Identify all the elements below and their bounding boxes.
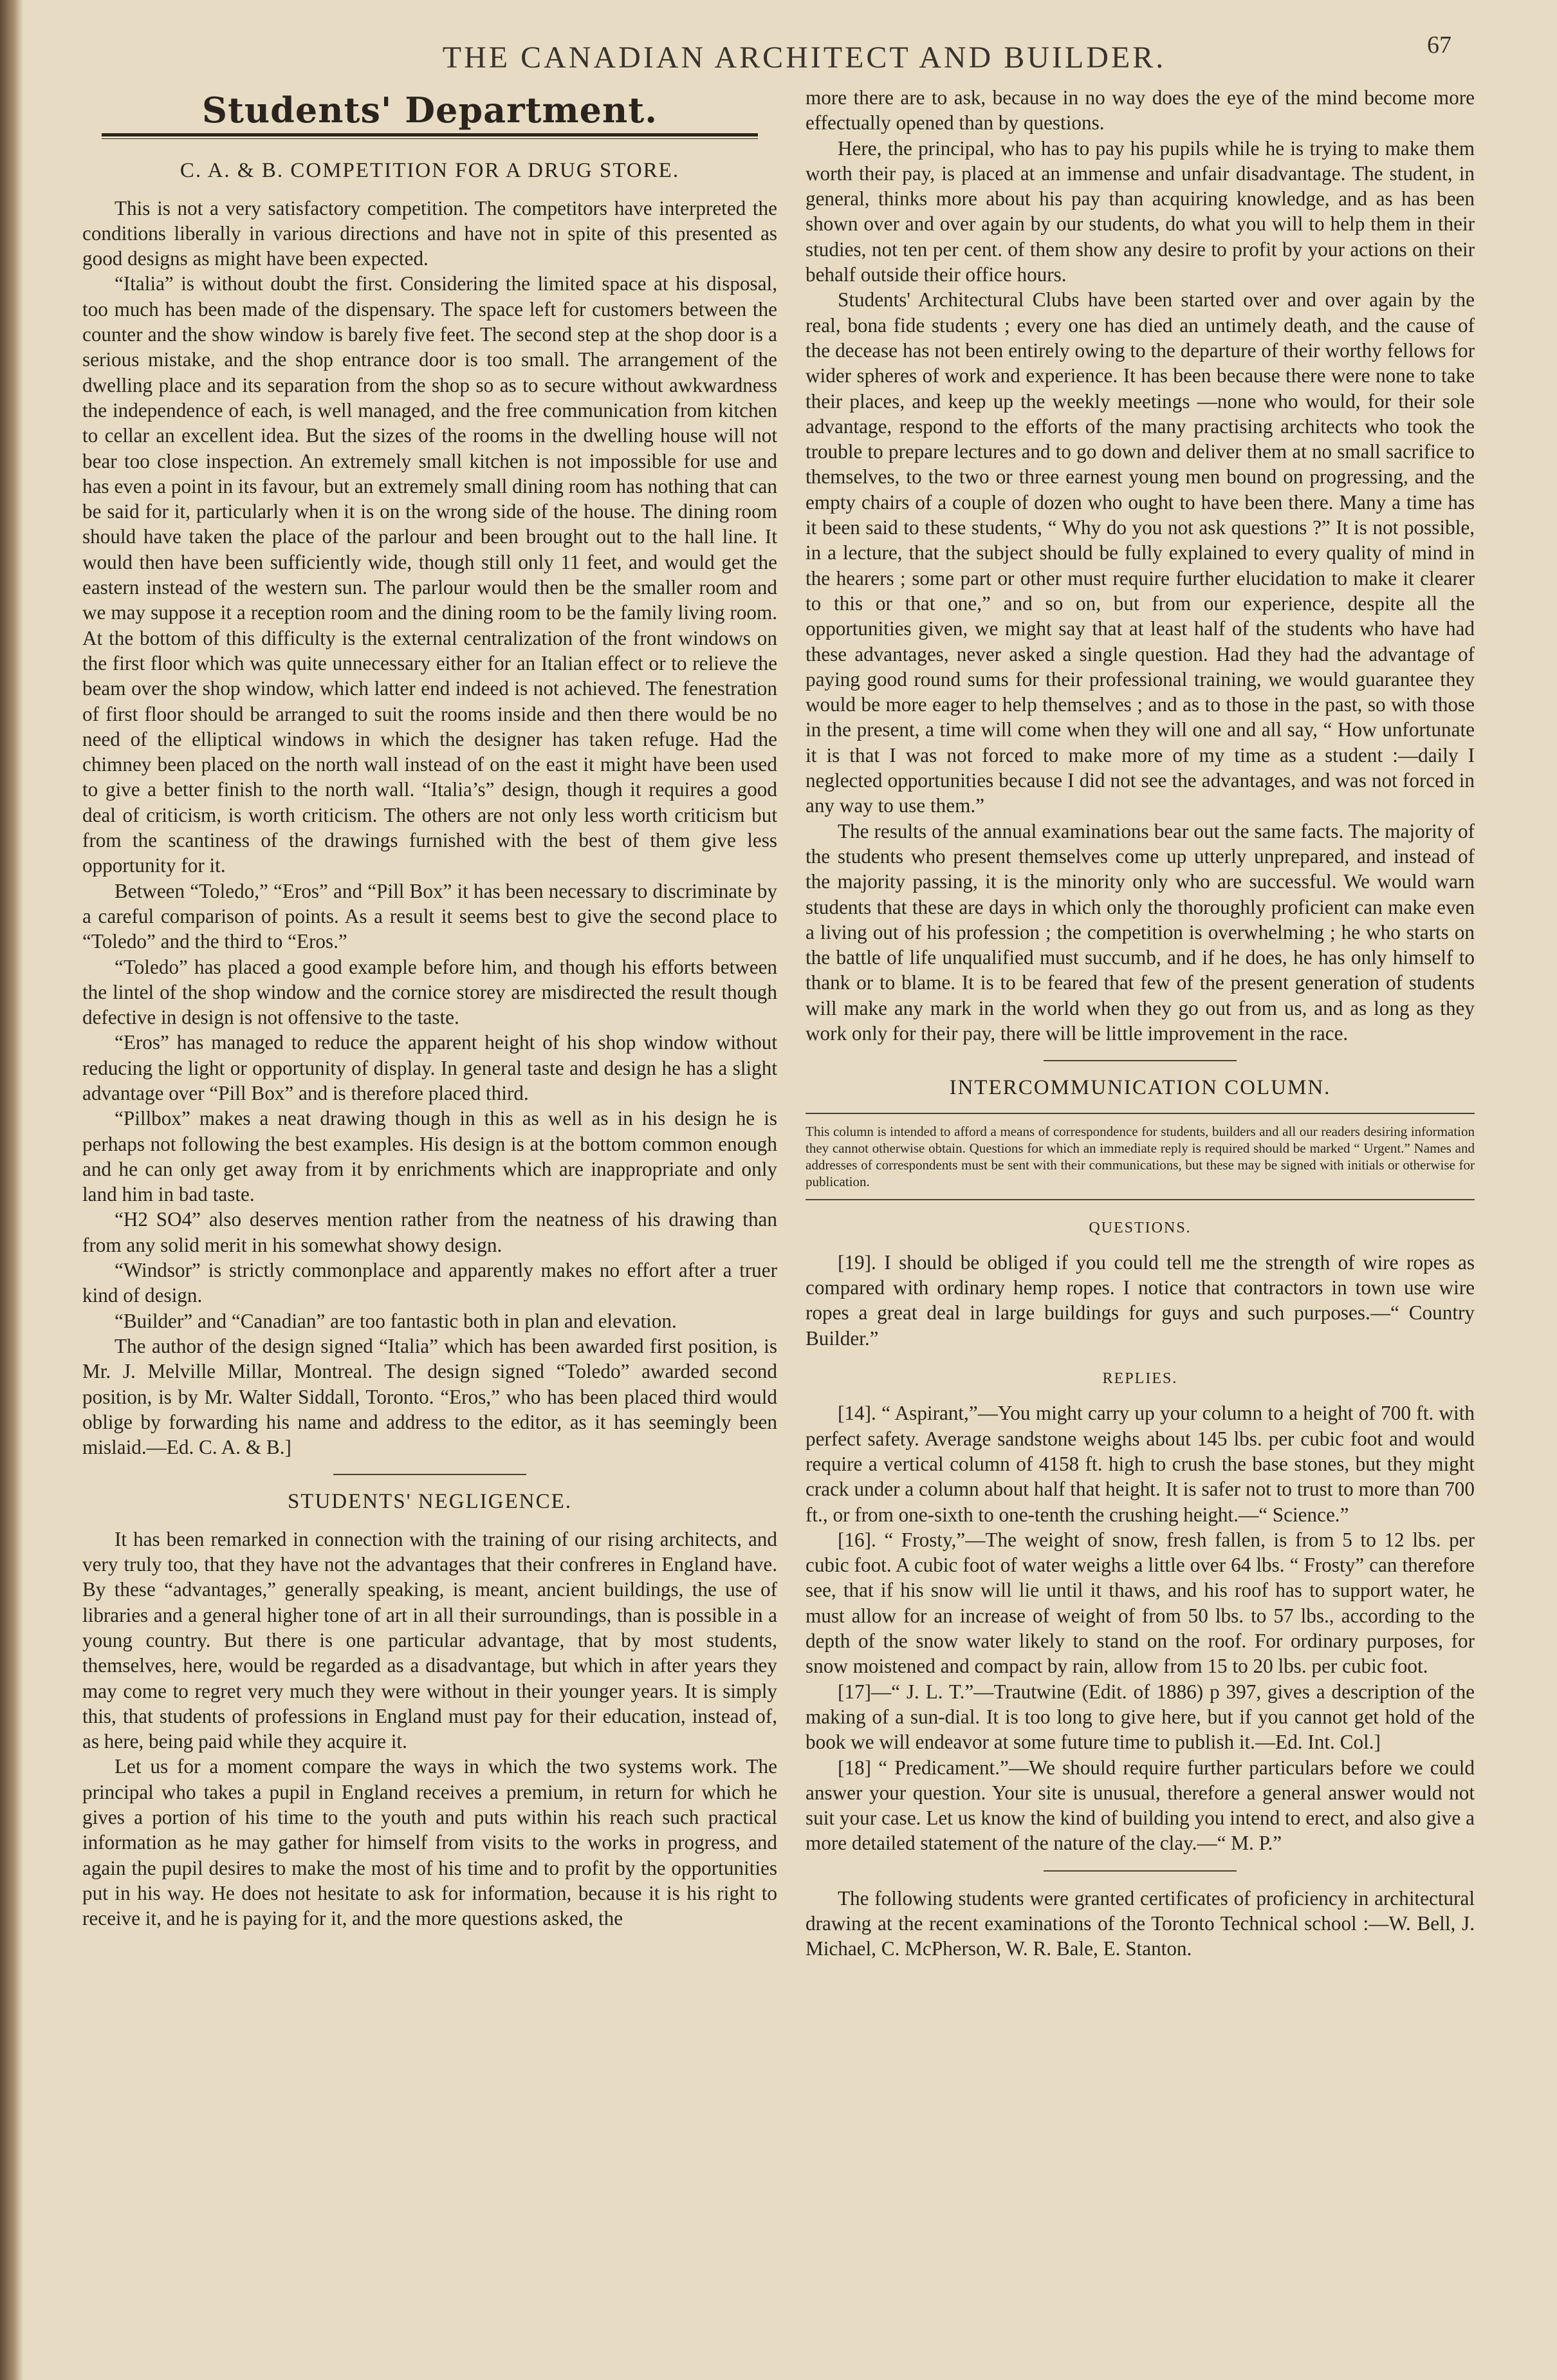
- negligence-paragraph-split: [82, 1754, 777, 1931]
- reply-item: [17]—“ J. L. T.”—Trautwine (Edit. of 1886) p 397, gives a description of the making of a sun-dial. It is too long to give here, but if you cannot get hold of the book we will endeavor at some future time to publish it.—Ed. Int. Col.]: [806, 1680, 1475, 1754]
- competition-paragraph: “Eros” has managed to reduce the apparent height of his shop window without reducing the light or opportunity of display. In general taste and design he has a slight advantage over “Pill Box” and is therefore placed third.: [82, 1031, 777, 1104]
- competition-paragraph: The author of the design signed “Italia” which has been awarded first position, is Mr. J. Melville Millar, Montreal. The design signed “Toledo” awarded second position, is by Mr. Walter Siddall, Toronto. “Eros,” who has been placed third would oblige by forwarding his name and address to the editor, as it has seemingly been mislaid.—Ed. C. A. & B.]: [82, 1334, 777, 1459]
- competition-paragraph: This is not a very satisfactory competition. The competitors have interpreted the conditions liberally in various directions and have not in spite of this presented as good designs as might have been expected.: [82, 196, 777, 270]
- running-head: THE CANADIAN ARCHITECT AND BUILDER.: [442, 41, 1166, 75]
- column-rule: [806, 1199, 1475, 1200]
- section-divider: [1044, 1060, 1237, 1061]
- negligence-paragraph: Students' Architectural Clubs have been started over and over again by the real, bona fide students ; every one has died an untimely death, and the cause of the decease has not been entirely owing to the departure of their worthy fellows for wider spheres of work and experience. It has been because there were none to take their places, and keep up the weekly meetings —none who would, for their sole advantage, respond to the efforts of the many practising architects who took the trouble to prepare lectures and to go down and deliver them at no small sacrifice to themselves, to the two or three earnest young men bound on progressing, and the empty chairs of a couple of dozen who ought to have been there. Many a time has it been said to these students, “ Why do you not ask questions ?” It is not possible, in a lecture, that the subject should be fully explained to every quality of mind in the hearers ; some part or other must require further elucidation to make it clearer to this or that one,” and so on, but from our experience, despite all the opportunities given, we might say that at least half of the students who have had these advantages, never asked a single question. Had they had the advantage of paying good round sums for their professional training, we would guarantee they would be more eager to help themselves ; and as to those in the past, so with those in the present, a time will come when they will one and all say, “ How unfortunate it is that I was not forced to make more of my time as a student :—daily I neglected opportunities because I did not see the advantages, and was not forced in any way to use them.”: [806, 288, 1475, 817]
- negligence-paragraph: Here, the principal, who has to pay his pupils while he is trying to make them worth their pay, is placed at an immense and unfair disadvantage. The student, in general, thinks more about his pay than acquiring knowledge, and as has been shown over and over again by our students, do what you will to help them in their studies, not ten per cent. of them show any desire to profit by your actions on their behalf outside their office hours.: [806, 136, 1475, 286]
- competition-paragraph: “Toledo” has placed a good example before him, and though his efforts between the lintel of the shop window and the cornice storey are misdirected the result though defective in design is not offensive to the taste.: [82, 955, 777, 1029]
- section-divider: [1044, 1870, 1237, 1872]
- intercommunication-heading: INTERCOMMUNICATION COLUMN.: [949, 1076, 1331, 1100]
- competition-paragraph: “H2 SO4” also deserves mention rather from the neatness of his drawing than from any solid merit in his somewhat showy design.: [82, 1208, 777, 1256]
- negligence-paragraph: It has been remarked in connection with the training of our rising architects, and very truly too, that they have not the advantages that their confreres in England have. By these “advantages,” generally speaking, is meant, ancient buildings, the use of libraries and a general higher tone of art in all their surroundings, than is possible in a young country. But there is one particular advantage, that by most students, themselves, here, would be regarded as a disadvantage, but which in after years they may come to regret very much they were without in their younger years. It is simply this, that students of professions in England must pay for their education, instead of, as here, being paid while they acquire it.: [82, 1527, 777, 1753]
- competition-paragraph: Between “Toledo,” “Eros” and “Pill Box” it has been necessary to discriminate by a careful comparison of points. As a result it seems best to give the second place to “Toledo” and the third to “Eros.”: [82, 879, 777, 953]
- article-heading-competition: C. A. & B. COMPETITION FOR A DRUG STORE.: [180, 159, 680, 183]
- negligence-paragraph: The results of the annual examinations bear out the same facts. The majority of the students who present themselves come up utterly unprepared, and instead of the majority passing, it is the minority only who are successful. We would warn students that these are days in which only the thoroughly proficient can make even a living out of his profession ; the competition is overwhelming ; he who starts on the battle of life unqualified must succumb, and if he does, he has only himself to thank or to blame. It is to be feared that few of the present generation of students will make any mark in the world when they go out from us, and as long as they work only for their pay, there will be little improvement in the race.: [806, 819, 1475, 1045]
- department-title: Students' Department.: [201, 89, 658, 131]
- certificates-paragraph: The following students were granted certificates of proficiency in architectural drawing at the recent examinations of the Toronto Technical school :—W. Bell, J. Michael, C. McPherson, W. R. Bale, E. Stanton.: [806, 1886, 1475, 1960]
- replies-heading: REPLIES.: [1102, 1370, 1178, 1388]
- reply-item: [16]. “ Frosty,”—The weight of snow, fresh fallen, is from 5 to 12 lbs. per cubic foot. A cubic foot of water weighs a little over 64 lbs. “ Frosty” can therefore see, that if his snow will lie until it thaws, and his roof has to support water, he must allow for an increase of weight of from 50 lbs. to 57 lbs., according to the depth of the snow water likely to stand on the roof. For ordinary purposes, for snow moistened and compact by rain, allow from 15 to 20 lbs. per cubic foot.: [806, 1528, 1475, 1678]
- left-column: [82, 86, 777, 1931]
- right-column: [806, 85, 1475, 1962]
- reply-item: [14]. “ Aspirant,”—You might carry up your column to a height of 700 ft. with perfect safety. Average sandstone weighs about 145 lbs. per cubic foot and would require a vertical column of 4158 ft. high to crush the base stones, but they might crack under a column about half that height. It is safer not to trust to more than 700 ft., or from one-sixth to one-tenth the crushing height.—“ Science.”: [806, 1402, 1475, 1526]
- column-rule: [806, 1113, 1475, 1114]
- question-item: [19]. I should be obliged if you could tell me the strength of wire ropes as compared with ordinary hemp ropes. I notice that contractors in town use wire ropes a great deal in large buildings for guys and such purposes.—“ Country Builder.”: [806, 1250, 1475, 1350]
- reply-item: [18] “ Predicament.”—We should require further particulars before we could answer your question. Your site is unusual, therefore a general answer would not suit your case. Let us know the kind of building you intend to erect, and also give a more detailed statement of the nature of the clay.—“ M. P.”: [806, 1756, 1475, 1855]
- section-divider: [333, 1474, 526, 1475]
- competition-paragraph: “Italia” is without doubt the first. Considering the limited space at his disposal, too much has been made of the dispensary. The space left for customers between the counter and the show window is barely five feet. The second step at the shop door is a serious mistake, and the shop entrance door is too small. The arrangement of the dwelling place and its separation from the shop so as to secure without awkwardness the independence of each, is well managed, and the free communication from kitchen to cellar an excellent idea. But the sizes of the rooms in the dwelling house will not bear too close inspection. An extremely small kitchen is not impossible for use and has even a point in its favour, but an extremely small dining room has nothing that can be said for it, particularly when it is on the wrong side of the house. The dining room should have taken the place of the parlour and been brought out to the hall line. It would then have been sufficiently wide, though still only 11 feet, and would get the eastern instead of the western sun. The parlour would then be the smaller room and we may suppose it a reception room and the dining room to be the family living room. At the bottom of this difficulty is the external centralization of the front windows on the first floor which was quite unnecessary either for an Italian effect or to relieve the beam over the shop window, which latter end indeed is not achieved. The fenestration of first floor should be arranged to suit the rooms inside and then there would be no need of the elliptical windows in which the designer has taken refuge. Had the chimney been placed on the north wall instead of on the east it might have been used to give a better finish to the north wall. “Italia’s” design, though it requires a good deal of criticism, is worth criticism. The others are not only less worth criticism but from the scantiness of the drawings furnished with the best of them give less opportunity for it.: [82, 272, 777, 877]
- competition-paragraph: “Builder” and “Canadian” are too fantastic both in plan and elevation.: [115, 1309, 677, 1332]
- page-binding-shadow: [0, 0, 23, 2380]
- page-number: 67: [1427, 32, 1451, 59]
- competition-paragraph: “Pillbox” makes a neat drawing though in this as well as in his design he is perhaps not following the best examples. His design is at the bottom common enough and he can only get away from it by enrichments which are inappropriate and only land him in bad taste.: [82, 1107, 777, 1206]
- article-heading-negligence: STUDENTS' NEGLIGENCE.: [287, 1490, 573, 1514]
- competition-paragraph: “Windsor” is strictly commonplace and apparently makes no effort after a truer kind of design.: [82, 1259, 777, 1307]
- title-rule: [102, 133, 758, 139]
- intercommunication-note: This column is intended to afford a means of correspondence for students, builders and all our readers desiring information they cannot otherwise obtain. Questions for which an immediate reply is required should be marked “ Urgent.” Names and addresses of correspondents must be sent with their communications, but these may be signed with initials or otherwise for publication.: [806, 1123, 1475, 1189]
- negligence-continued: more there are to ask, because in no way does the eye of the mind become more effectually opened than by questions.: [806, 86, 1475, 135]
- questions-heading: QUESTIONS.: [1089, 1219, 1192, 1236]
- negligence-text: Let us for a moment compare the ways in which the two systems work. The principal who takes a pupil in England receives a premium, in return for which he gives a portion of his time to the youth and puts within his reach such practical information as he may gather for himself from visits to the works in progress, and again the pupil desires to make the most of his time and to profit by the opportunities put in his way. He does not hesitate to ask for information, because it is his right to receive it, and he is paying for it, and the more questions asked, the: [82, 1755, 777, 1930]
